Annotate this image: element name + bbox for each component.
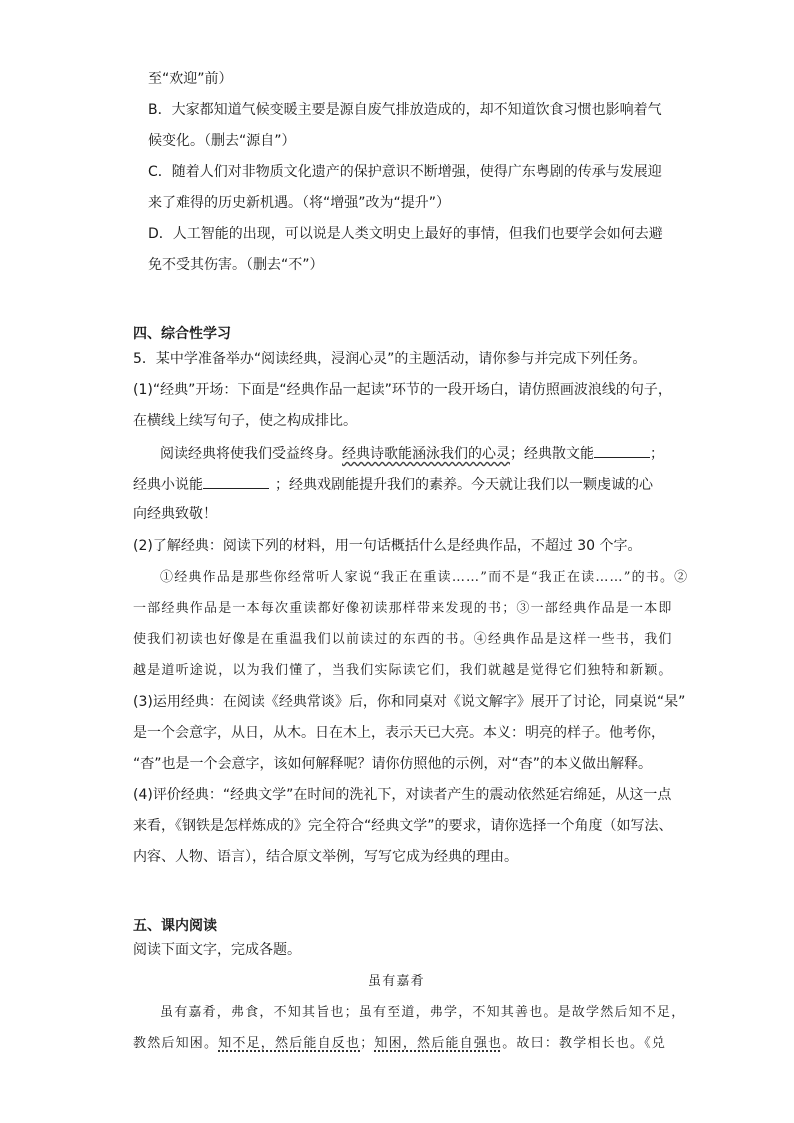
passage-text: 。故曰：教学相长也。《兑	[502, 1036, 667, 1051]
question-5-stem: 5．某中学准备举办“阅读经典，浸润心灵”的主题活动，请你参与并完成下列任务。	[133, 351, 647, 367]
option-d-line1: D．人工智能的出现，可以说是人类文明史上最好的事情，但我们也要学会如何去避	[148, 226, 663, 242]
section-5-title: 五、课内阅读	[133, 918, 217, 934]
opening-line1	[160, 443, 664, 463]
passage-line1: 虽有嘉肴，弗食，不知其旨也；虽有至道，弗学，不知其善也。是故学然后知不足，	[160, 1005, 686, 1020]
option-b-line1: B．大家都知道气候变暖主要是源自废气排放造成的，却不知道饮食习惯也影响着气	[148, 102, 662, 118]
opening-text: ；经典戏剧能提升我们的素养。今天就让我们以一颗虔诚的心	[275, 477, 653, 493]
option-d-line2: 免不受其伤害。（删去“不”）	[148, 257, 324, 273]
opening-text: 经典小说能	[133, 477, 203, 493]
passage-text: ；	[360, 1036, 375, 1051]
task-1-line2: 在横线上续写句子，使之构成排比。	[133, 413, 357, 429]
option-c-line2: 来了难得的历史新机遇。（将“增强”改为“提升”）	[148, 195, 451, 211]
opening-line2	[133, 474, 653, 494]
task-4-line3: 内容、人物、语言），结合原文举例，写写它成为经典的理由。	[133, 849, 518, 865]
material-line2: 一部经典作品是一本每次重读都好像初读那样带来发现的书；③一部经典作品是一本即	[133, 601, 673, 616]
dotted-sentence: 知困，然后能自强也	[374, 1036, 503, 1051]
task-3-line3: “杳”也是一个会意字，该如何解释呢？请你仿照他的示例，对“杳”的本义做出解释。	[133, 756, 653, 772]
section-5-intro: 阅读下面文字，完成各题。	[133, 942, 301, 958]
passage-text: 教然后知困。	[133, 1036, 219, 1051]
task-3-line1: (3)运用经典：在阅读《经典常谈》后，你和同桌对《说文解字》展开了讨论，同桌说“杲”	[133, 694, 686, 710]
task-3-line2: 是一个会意字，从日，从木。日在木上，表示天已大亮。本义：明亮的样子。他考你，	[133, 725, 665, 741]
opening-text: ；经典散文能	[510, 446, 594, 462]
opening-text: 阅读经典将使我们受益终身。	[160, 446, 342, 462]
task-4-line1: (4)评价经典：“经典文学”在时间的洗礼下，对读者产生的震动依然延宕绵延，从这一点	[133, 787, 672, 803]
answer-blank[interactable]	[594, 443, 650, 458]
task-4-line2: 来看，《钢铁是怎样炼成的》完全符合“经典文学”的要求，请你选择一个角度（如写法、	[133, 818, 673, 834]
section-4-title: 四、综合性学习	[133, 326, 231, 342]
answer-blank[interactable]	[203, 474, 269, 489]
opening-text: ；	[650, 446, 664, 462]
option-a-tail: 至“欢迎”前）	[148, 71, 233, 87]
passage-line2	[133, 1035, 666, 1053]
material-line3: 使我们初读也好像是在重温我们以前读过的东西的书。④经典作品是这样一些书，我们	[133, 632, 673, 647]
option-c-line1: C．随着人们对非物质文化遗产的保护意识不断增强，使得广东粤剧的传承与发展迎	[148, 164, 662, 180]
task-1-line1: (1)“经典”开场：下面是“经典作品一起读”环节的一段开场白，请仿照画波浪线的句子，	[133, 382, 672, 398]
opening-line3: 向经典致敬！	[133, 506, 217, 522]
material-line1: ①经典作品是那些你经常听人家说“我正在重读……”而不是“我正在读……”的书。②	[160, 570, 689, 585]
passage-title: 虽有嘉肴	[368, 974, 425, 989]
wavy-sentence: 经典诗歌能涵泳我们的心灵	[342, 446, 510, 462]
dotted-sentence: 知不足，然后能自反也	[218, 1036, 361, 1051]
option-b-line2: 候变化。（删去“源自”）	[148, 133, 296, 149]
task-2-prompt: (2)了解经典：阅读下列的材料，用一句话概括什么是经典作品，不超过 30 个字。	[133, 538, 642, 554]
material-line4: 越是道听途说，以为我们懂了，当我们实际读它们，我们就越是觉得它们独特和新颖。	[133, 663, 673, 678]
